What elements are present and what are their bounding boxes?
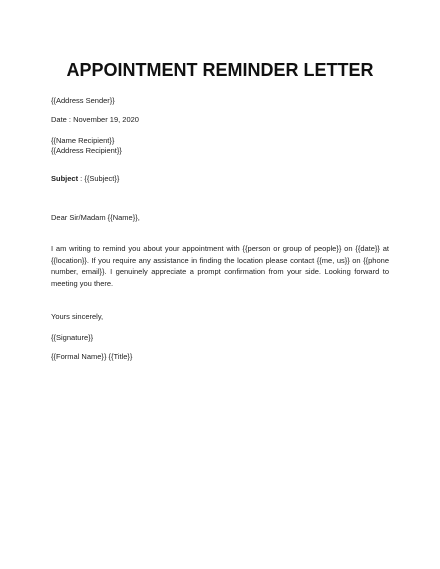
address-recipient: {{Address Recipient}} [51, 146, 122, 155]
formal-name: {{Formal Name}} {{Title}} [51, 352, 133, 361]
date-line: Date : November 19, 2020 [51, 115, 139, 124]
salutation: Dear Sir/Madam {{Name}}, [51, 213, 140, 222]
signature: {{Signature}} [51, 333, 94, 342]
letter-title: APPOINTMENT REMINDER LETTER [66, 60, 374, 80]
closing: Yours sincerely, [51, 312, 104, 321]
letter-body: I am writing to remind you about your appointment with {{person or group of people}} on {{date}} at {{location}}. If you require any assistance in finding the location please contact {{me, us}} on {{phone number, email}}. I genuinely appreciate a prompt confirmation from your side. Looking forward to meeting you there. [51, 244, 389, 288]
subject-value: : {{Subject}} [78, 174, 120, 183]
subject-line [51, 174, 119, 184]
address-sender: {{Address Sender}} [51, 96, 115, 105]
subject-label: Subject [51, 174, 79, 183]
name-recipient: {{Name Recipient}} [51, 136, 115, 145]
